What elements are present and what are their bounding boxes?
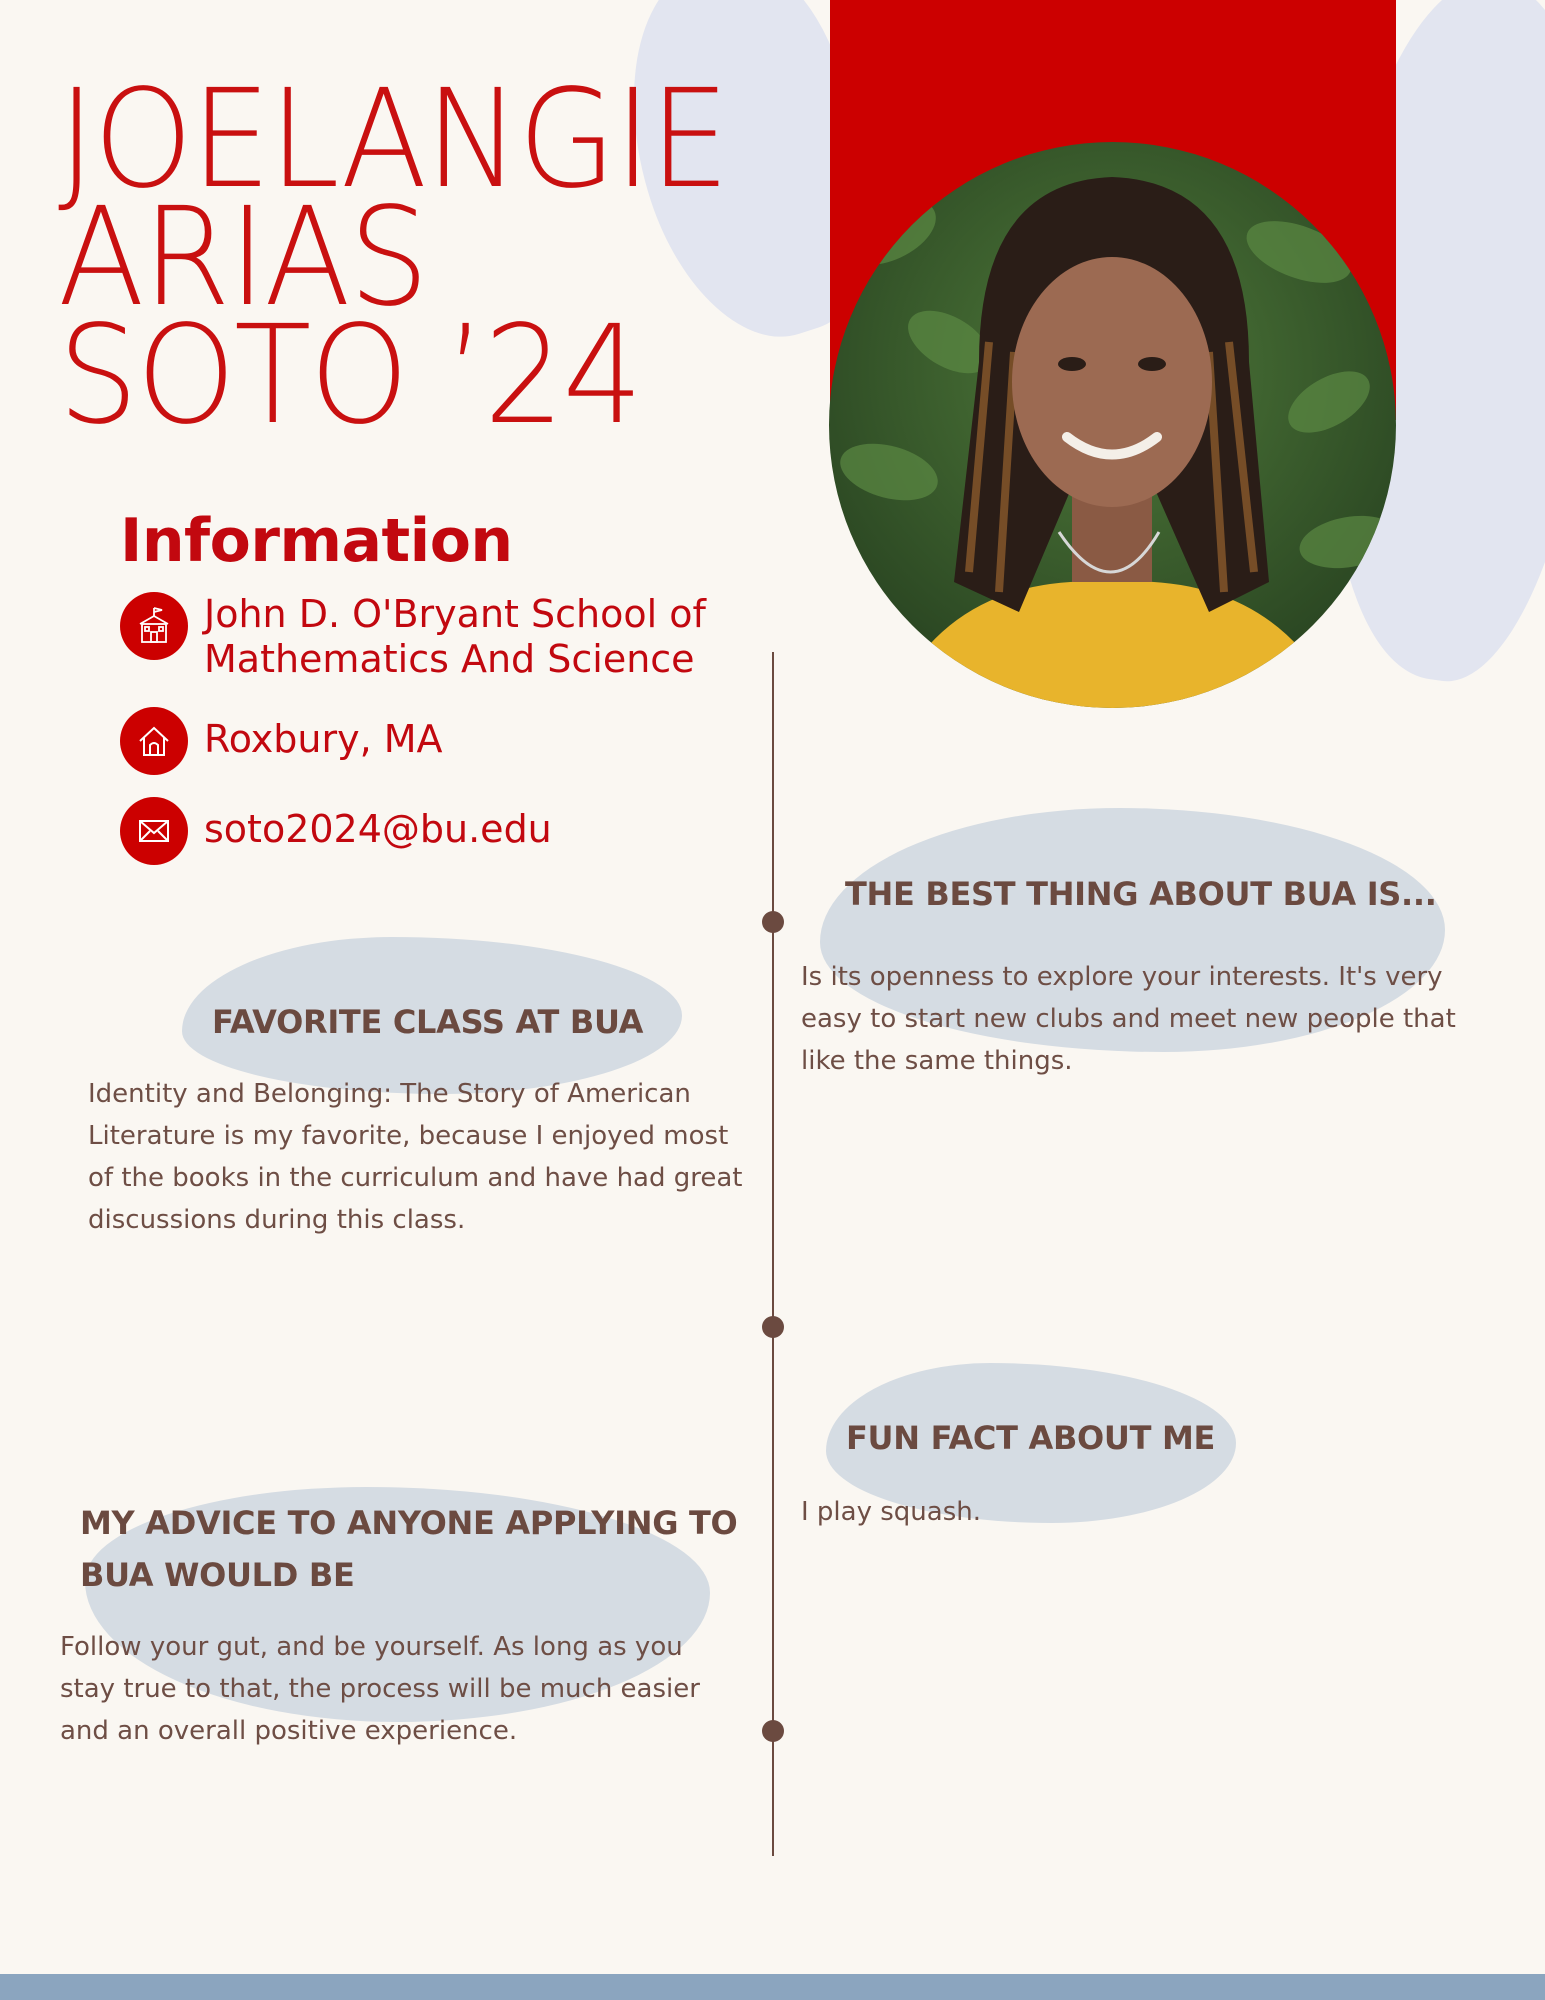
fun-fact-heading: FUN FACT ABOUT ME (846, 1419, 1216, 1457)
information-heading: Information (120, 506, 513, 576)
name-line-middle: ARIAS (58, 179, 428, 337)
info-email-row (120, 797, 552, 865)
school-name-line-2: Mathematics And Science (204, 637, 695, 681)
fun-fact-body: I play squash. (801, 1497, 981, 1527)
timeline-dot (762, 911, 784, 933)
footer-bar (0, 1974, 1545, 2000)
timeline-dot (762, 1316, 784, 1338)
portrait-illustration (829, 142, 1396, 708)
timeline-line (772, 652, 774, 1856)
best-thing-heading: THE BEST THING ABOUT BUA IS... (845, 875, 1437, 913)
location-text: Roxbury, MA (204, 717, 443, 761)
home-icon (120, 707, 188, 775)
name-line-first: JOELANGIE (58, 61, 728, 219)
favorite-class-heading: FAVORITE CLASS AT BUA (212, 1003, 644, 1041)
name-line-last: SOTO ’24 (58, 297, 642, 455)
envelope-icon (120, 797, 188, 865)
school-icon (120, 592, 188, 660)
school-name-line-1: John D. O'Bryant School of (204, 592, 706, 636)
timeline-dot (762, 1720, 784, 1742)
advice-body: Follow your gut, and be yourself. As long as you stay true to that, the process will be much easier and an overall positive experience. (60, 1632, 700, 1746)
best-thing-body: Is its openness to explore your interests. It's very easy to start new clubs and meet new people that like the same things. (801, 962, 1456, 1076)
email-link[interactable]: soto2024@bu.edu (204, 807, 552, 851)
favorite-class-body: Identity and Belonging: The Story of American Literature is my favorite, because I enjoyed most of the books in the curriculum and have had great discussions during this class. (88, 1079, 743, 1235)
profile-photo (829, 142, 1396, 708)
school-name (204, 592, 706, 682)
info-location-row (120, 707, 443, 775)
info-school-row (120, 592, 706, 682)
advice-heading: MY ADVICE TO ANYONE APPLYING TO BUA WOULD BE (80, 1504, 738, 1594)
